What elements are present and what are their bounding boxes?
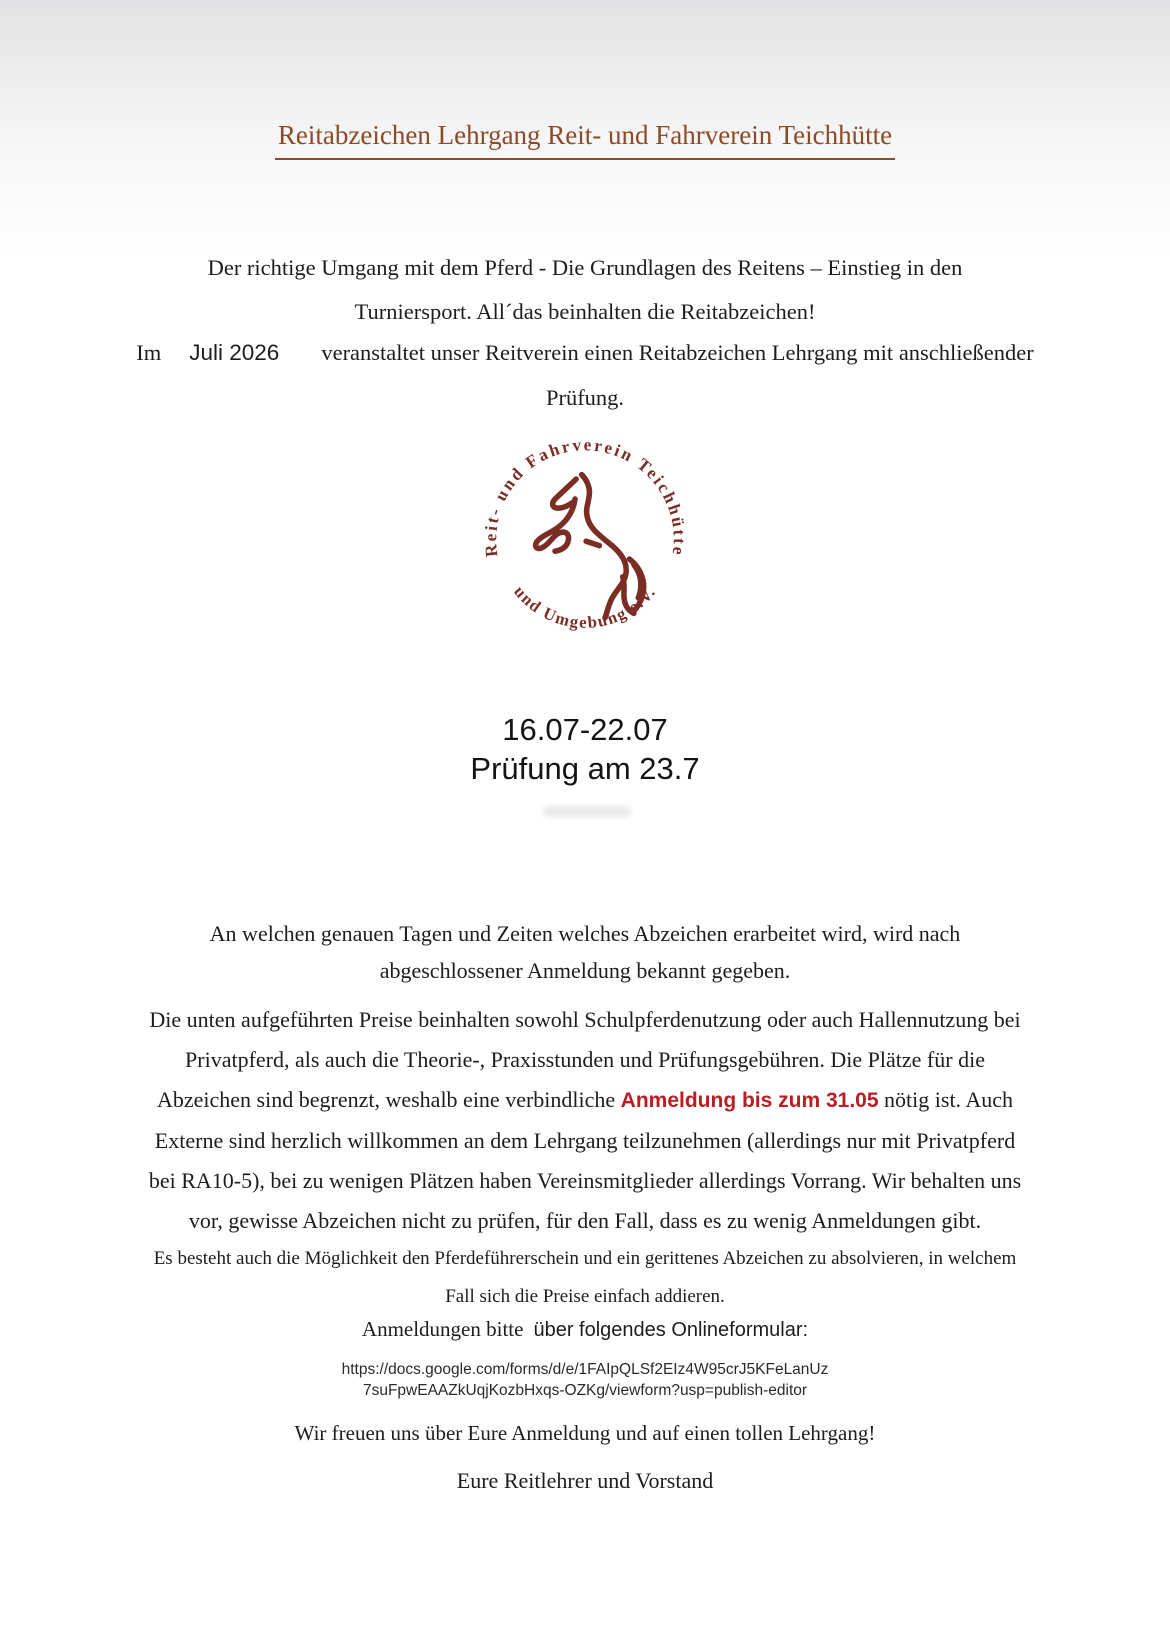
pricing-line-4: Externe sind herzlich willkommen an dem Lehrgang teilzunehmen (allerdings nur mit Privatpferd xyxy=(154,1128,1016,1153)
erased-text-smudge xyxy=(543,806,631,817)
page-title xyxy=(0,120,1170,160)
pricing-line-3-post: nötig ist. Auch xyxy=(878,1087,1013,1112)
page-title-text: Reitabzeichen Lehrgang Reit- und Fahrverein Teichhütte xyxy=(275,120,895,160)
info-paragraph xyxy=(0,915,1170,989)
addon-paragraph xyxy=(0,1240,1170,1316)
pricing-line-2: Privatpferd, als auch die Theorie-, Praxisstunden und Prüfungsgebühren. Die Plätze für die xyxy=(185,1047,985,1072)
club-logo xyxy=(468,428,702,650)
form-url-line-2: 7suFpwEAAZkUqjKozbHxqs-OZKg/viewform?usp=publish-editor xyxy=(362,1382,808,1399)
pricing-line-6: vor, gewisse Abzeichen nicht zu prüfen, für den Fall, dass es zu wenig Anmeldungen gibt. xyxy=(188,1208,982,1233)
logo-arc-bottom-text: und Umgebung e.V. xyxy=(510,582,660,632)
logo-arc-top-text: Reit- und Fahrverein Teichhütte xyxy=(481,435,689,559)
intro-paragraph xyxy=(0,246,1170,334)
club-logo-svg xyxy=(468,428,702,650)
deadline-highlight: Anmeldung bis zum 31.05 xyxy=(620,1089,879,1112)
schedule-line xyxy=(0,340,1170,366)
schedule-continuation: Prüfung. xyxy=(545,385,625,410)
pricing-line-5: bei RA10-5), bei zu wenigen Plätzen haben Vereinsmitglieder allerdings Vorrang. Wir behalten uns xyxy=(148,1168,1022,1193)
exam-date: Prüfung am 23.7 xyxy=(470,751,700,786)
signup-prompt-serif: Anmeldungen bitte xyxy=(361,1317,524,1341)
pricing-line-3 xyxy=(0,1080,1170,1121)
form-url-line-1: https://docs.google.com/forms/d/e/1FAIpQLSf2EIz4W95crJ5KFeLanUz xyxy=(341,1361,829,1378)
signup-prompt xyxy=(0,1317,1170,1342)
course-month: Juli 2026 xyxy=(189,340,280,365)
closing-message: Wir freuen uns über Eure Anmeldung und auf einen tollen Lehrgang! xyxy=(294,1421,876,1445)
addon-line-2: Fall sich die Preise einfach addieren. xyxy=(445,1286,725,1307)
addon-line-1: Es besteht auch die Möglichkeit den Pferdeführerschein und ein gerittenes Abzeichen zu absolvieren, in welchem xyxy=(153,1248,1017,1269)
pricing-line-1: Die unten aufgeführten Preise beinhalten sowohl Schulpferdenutzung oder auch Hallennutzung bei xyxy=(149,1007,1021,1032)
signup-prompt-sans: über folgendes Onlineformular: xyxy=(533,1319,809,1341)
pricing-paragraph xyxy=(0,1000,1170,1241)
rearing-horse-icon xyxy=(536,475,644,618)
schedule-text: veranstaltet unser Reitverein einen Reitabzeichen Lehrgang mit anschließender xyxy=(321,340,1034,365)
course-date-range: 16.07-22.07 xyxy=(502,712,668,747)
dates-block xyxy=(0,710,1170,788)
intro-line-2: Turniersport. All´das beinhalten die Reitabzeichen! xyxy=(354,299,816,324)
intro-line-1: Der richtige Umgang mit dem Pferd - Die Grundlagen des Reitens – Einstieg in den xyxy=(207,255,963,280)
info-line-1: An welchen genauen Tagen und Zeiten welches Abzeichen erarbeitet wird, wird nach xyxy=(209,921,961,946)
form-url xyxy=(0,1359,1170,1401)
signature-line: Eure Reitlehrer und Vorstand xyxy=(456,1468,714,1493)
pricing-line-3-pre: Abzeichen sind begrenzt, weshalb eine verbindliche xyxy=(157,1087,621,1112)
schedule-prefix: Im xyxy=(136,340,162,365)
info-line-2: abgeschlossener Anmeldung bekannt gegeben. xyxy=(379,958,791,983)
